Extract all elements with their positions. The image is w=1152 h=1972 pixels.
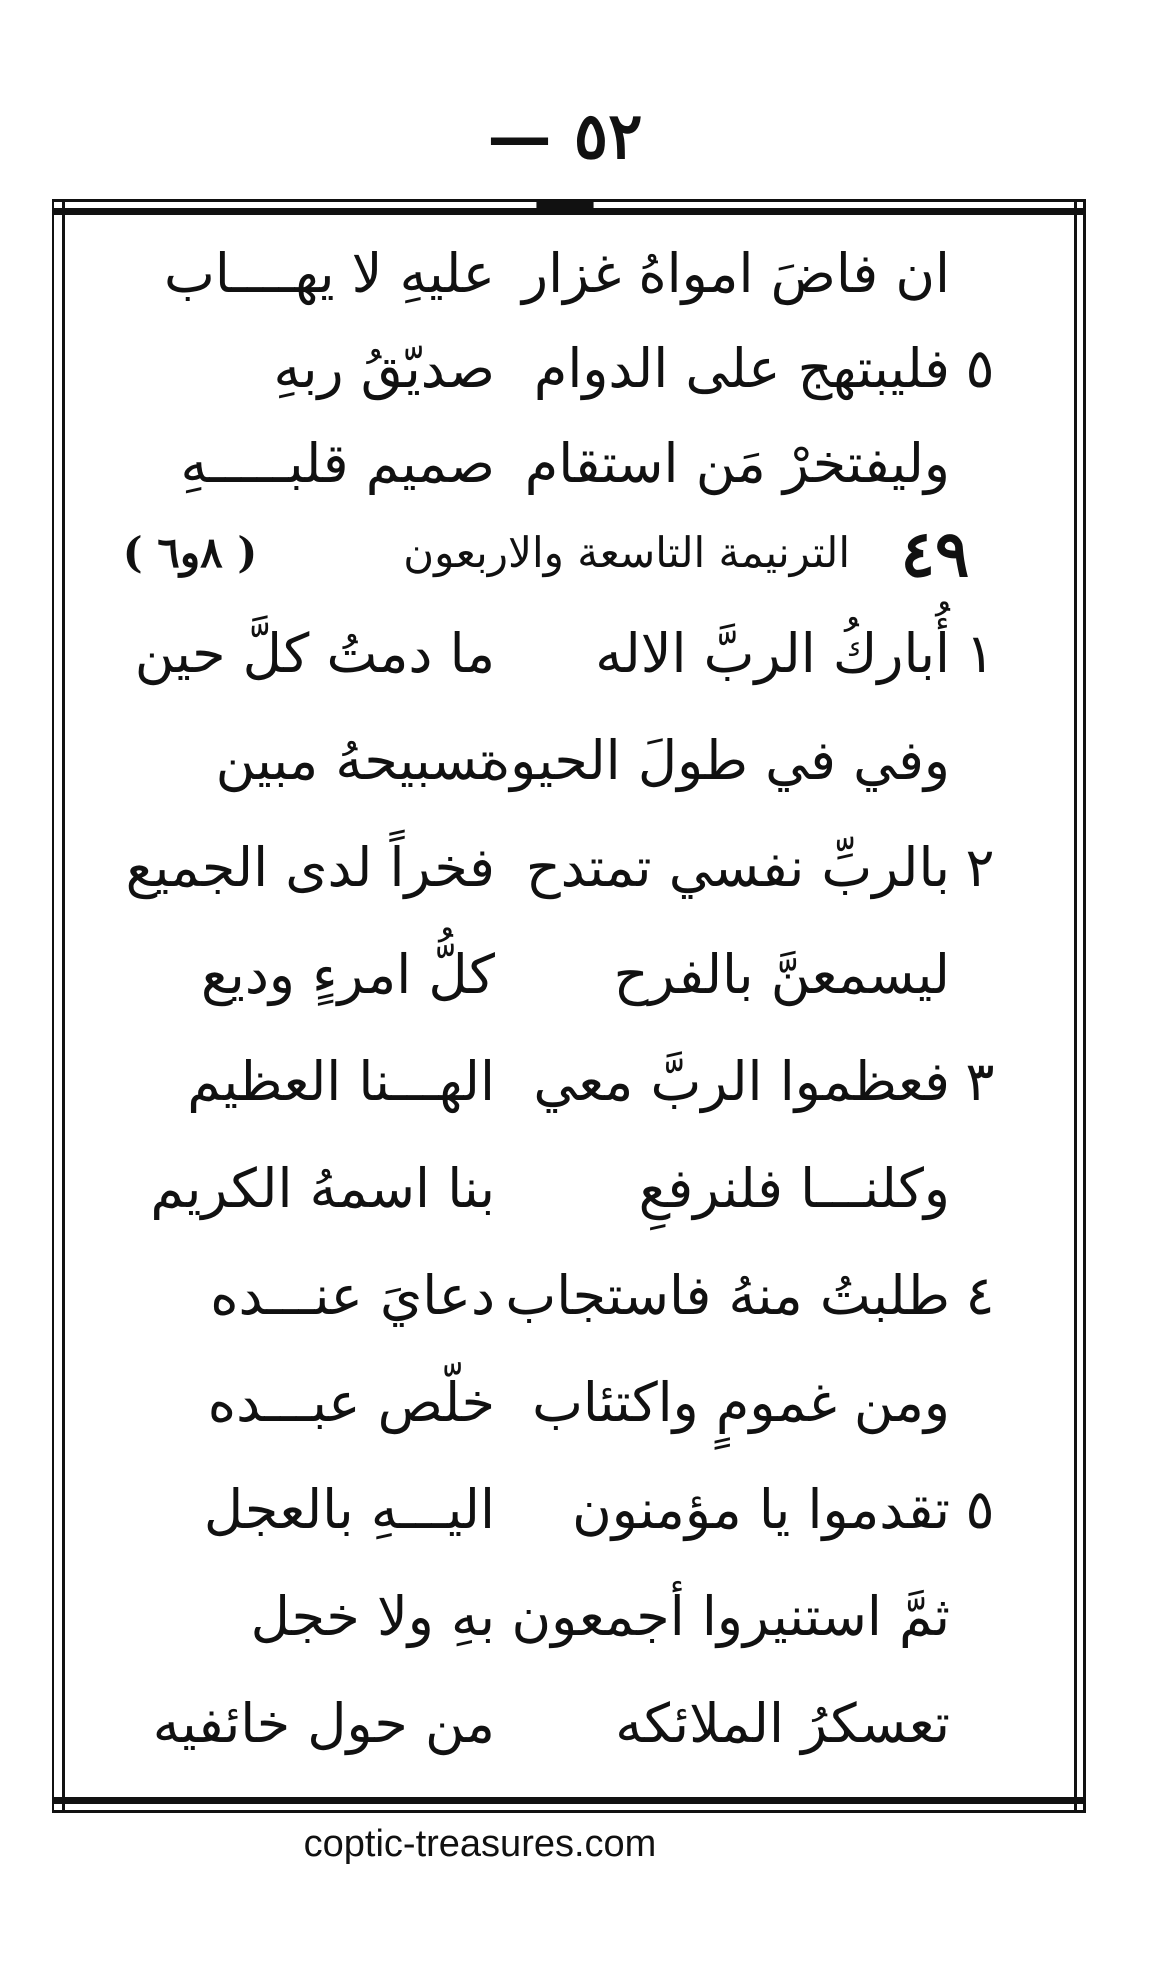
frame-left-inner	[62, 199, 65, 1813]
verse-second-half: بنا اسمهُ الكريم	[150, 1157, 495, 1220]
verse-line	[80, 1568, 1000, 1666]
verse-second-half: خلّص عبـــده	[207, 1371, 495, 1434]
verse-second-half: فخراً لدى الجميع	[125, 836, 495, 899]
verse-line	[80, 1033, 1000, 1131]
verse-line	[80, 1461, 1000, 1559]
verse-line	[80, 415, 1000, 513]
frame-right-outer	[1083, 199, 1086, 1813]
frame-rule-bottom-thin	[52, 1810, 1086, 1813]
verse-line	[80, 712, 1000, 810]
footer-watermark: coptic-treasures.com	[303, 1823, 657, 1865]
verse-first-half: ان فاضَ امواهُ غزار	[522, 242, 950, 305]
verse-first-half: أُباركُ الربَّ الاله	[595, 622, 950, 685]
verse-number: ٥	[965, 337, 995, 400]
page-number: — ٥٢	[487, 99, 643, 174]
verse-line	[80, 320, 1000, 418]
frame-left-outer	[52, 199, 54, 1813]
verse-second-half: بهِ ولا خجل	[250, 1585, 495, 1648]
verse-line	[80, 605, 1000, 703]
verse-second-half: الهـــنا العظيم	[187, 1050, 495, 1113]
verse-second-half: اليـــهِ بالعجل	[203, 1478, 495, 1541]
verse-first-half: بالربِّ نفسي تمتدح	[525, 836, 950, 899]
frame-rule-bottom-thick	[52, 1797, 1086, 1804]
verse-second-half: من حول خائفيه	[152, 1692, 495, 1755]
verse-first-half: فعظموا الربَّ معي	[533, 1050, 950, 1113]
verse-first-half: ومن غمومٍ واكتئاب	[532, 1371, 950, 1434]
verse-first-half: تعسكرُ الملائكه	[615, 1692, 950, 1755]
verse-first-half: ليسمعنَّ بالفرح	[613, 943, 950, 1006]
frame-rule-top-thick	[52, 208, 1086, 215]
verse-first-half: وفي في طولَ الحيوه	[481, 729, 950, 792]
verse-number: ١	[965, 622, 995, 685]
frame-rule-top-thin	[52, 199, 1086, 202]
verse-second-half: كلُّ امرءٍ وديع	[201, 943, 495, 1006]
verse-line	[80, 926, 1000, 1024]
verse-line	[80, 1354, 1000, 1452]
verse-line	[80, 1675, 1000, 1773]
frame-right-inner	[1074, 199, 1077, 1813]
verse-first-half: ثمَّ استنيروا أجمعون	[511, 1585, 950, 1648]
verse-second-half: صديّقُ ربهِ	[273, 337, 495, 400]
verse-line	[80, 225, 1000, 323]
verse-number: ٢	[965, 836, 995, 899]
verse-number: ٤	[965, 1264, 995, 1327]
verse-number: ٥	[965, 1478, 995, 1541]
verse-second-half: صميم قلبـــــهِ	[180, 432, 495, 495]
verse-line	[80, 819, 1000, 917]
verse-second-half: عليهِ لا يهــــاب	[164, 242, 495, 305]
verse-first-half: طلبتُ منهُ فاستجاب	[505, 1264, 950, 1327]
hymn-number: ٤٩	[900, 517, 970, 592]
verse-line	[80, 1247, 1000, 1345]
hymn-meter-reference: ( ٨و٦ )	[122, 528, 258, 577]
verse-first-half: فليبتهج على الدوام	[533, 337, 950, 400]
hymn-title: الترنيمة التاسعة والاربعون	[403, 528, 850, 577]
verse-first-half: وليفتخرْ مَن استقام	[524, 432, 950, 495]
verse-first-half: تقدموا يا مؤمنون	[572, 1478, 950, 1541]
verse-first-half: وكلنـــا فلنرفعِ	[638, 1157, 950, 1220]
verse-second-half: تسبيحهُ مبين	[215, 729, 495, 792]
verse-second-half: دعايَ عنـــده	[210, 1264, 495, 1327]
hymn-content	[80, 225, 1000, 1790]
hymn-heading	[80, 515, 1000, 590]
verse-number: ٣	[965, 1050, 995, 1113]
verse-line	[80, 1140, 1000, 1238]
verse-second-half: ما دمتُ كلَّ حين	[134, 622, 495, 685]
